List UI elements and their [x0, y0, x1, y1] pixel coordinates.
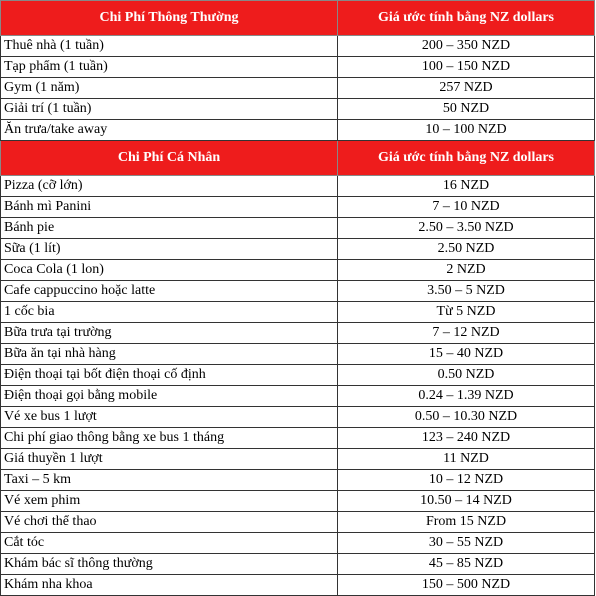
item-price: 11 NZD	[338, 449, 595, 470]
item-label: Điện thoại tại bốt điện thoại cố định	[1, 365, 338, 386]
item-price: 200 – 350 NZD	[338, 36, 595, 57]
item-label: Tạp phẩm (1 tuần)	[1, 57, 338, 78]
item-price: 45 – 85 NZD	[338, 554, 595, 575]
item-label: Cắt tóc	[1, 533, 338, 554]
item-label: Sữa (1 lít)	[1, 239, 338, 260]
item-label: Vé xe bus 1 lượt	[1, 407, 338, 428]
item-label: Bánh pie	[1, 218, 338, 239]
table-row	[1, 302, 595, 323]
item-label: Chi phí giao thông bằng xe bus 1 tháng	[1, 428, 338, 449]
item-label: Gym (1 năm)	[1, 78, 338, 99]
price-column-header: Giá ước tính bằng NZ dollars	[338, 141, 595, 176]
item-price: 123 – 240 NZD	[338, 428, 595, 449]
table-row	[1, 78, 595, 99]
item-label: Vé xem phim	[1, 491, 338, 512]
item-price: 16 NZD	[338, 176, 595, 197]
item-label: Coca Cola (1 lon)	[1, 260, 338, 281]
table-row	[1, 449, 595, 470]
item-price: 50 NZD	[338, 99, 595, 120]
item-label: Pizza (cỡ lớn)	[1, 176, 338, 197]
item-label: Giải trí (1 tuần)	[1, 99, 338, 120]
item-price: From 15 NZD	[338, 512, 595, 533]
table-row	[1, 260, 595, 281]
cost-table-body	[1, 1, 595, 596]
item-label: Ăn trưa/take away	[1, 120, 338, 141]
item-price: 2.50 – 3.50 NZD	[338, 218, 595, 239]
table-row	[1, 533, 595, 554]
item-price: 15 – 40 NZD	[338, 344, 595, 365]
table-row	[1, 554, 595, 575]
item-label: Vé chơi thể thao	[1, 512, 338, 533]
item-label: Điện thoại gọi bằng mobile	[1, 386, 338, 407]
table-row	[1, 512, 595, 533]
item-label: Bữa trưa tại trường	[1, 323, 338, 344]
table-row	[1, 239, 595, 260]
table-row	[1, 120, 595, 141]
table-row	[1, 99, 595, 120]
item-label: Taxi – 5 km	[1, 470, 338, 491]
table-row	[1, 218, 595, 239]
item-price: 7 – 12 NZD	[338, 323, 595, 344]
table-row	[1, 365, 595, 386]
item-label: Bánh mì Panini	[1, 197, 338, 218]
item-label: Khám bác sĩ thông thường	[1, 554, 338, 575]
item-price: 150 – 500 NZD	[338, 575, 595, 596]
item-price: 2.50 NZD	[338, 239, 595, 260]
table-row	[1, 470, 595, 491]
item-price: 257 NZD	[338, 78, 595, 99]
item-price: 7 – 10 NZD	[338, 197, 595, 218]
section-title: Chi Phí Cá Nhân	[1, 141, 338, 176]
item-label: Khám nha khoa	[1, 575, 338, 596]
price-column-header: Giá ước tính bằng NZ dollars	[338, 1, 595, 36]
item-label: Giá thuyền 1 lượt	[1, 449, 338, 470]
table-row	[1, 491, 595, 512]
section-header-row	[1, 1, 595, 36]
item-price: 3.50 – 5 NZD	[338, 281, 595, 302]
table-row	[1, 36, 595, 57]
table-row	[1, 57, 595, 78]
item-label: 1 cốc bia	[1, 302, 338, 323]
table-row	[1, 575, 595, 596]
item-price: 10.50 – 14 NZD	[338, 491, 595, 512]
table-row	[1, 176, 595, 197]
item-label: Cafe cappuccino hoặc latte	[1, 281, 338, 302]
table-row	[1, 323, 595, 344]
table-row	[1, 281, 595, 302]
item-price: 10 – 100 NZD	[338, 120, 595, 141]
item-price: 0.50 – 10.30 NZD	[338, 407, 595, 428]
section-title: Chi Phí Thông Thường	[1, 1, 338, 36]
item-price: 100 – 150 NZD	[338, 57, 595, 78]
item-price: 2 NZD	[338, 260, 595, 281]
table-row	[1, 386, 595, 407]
item-price: Từ 5 NZD	[338, 302, 595, 323]
table-row	[1, 407, 595, 428]
item-price: 0.50 NZD	[338, 365, 595, 386]
table-row	[1, 428, 595, 449]
item-price: 10 – 12 NZD	[338, 470, 595, 491]
item-label: Thuê nhà (1 tuần)	[1, 36, 338, 57]
table-row	[1, 197, 595, 218]
item-label: Bữa ăn tại nhà hàng	[1, 344, 338, 365]
table-row	[1, 344, 595, 365]
item-price: 30 – 55 NZD	[338, 533, 595, 554]
section-header-row	[1, 141, 595, 176]
item-price: 0.24 – 1.39 NZD	[338, 386, 595, 407]
